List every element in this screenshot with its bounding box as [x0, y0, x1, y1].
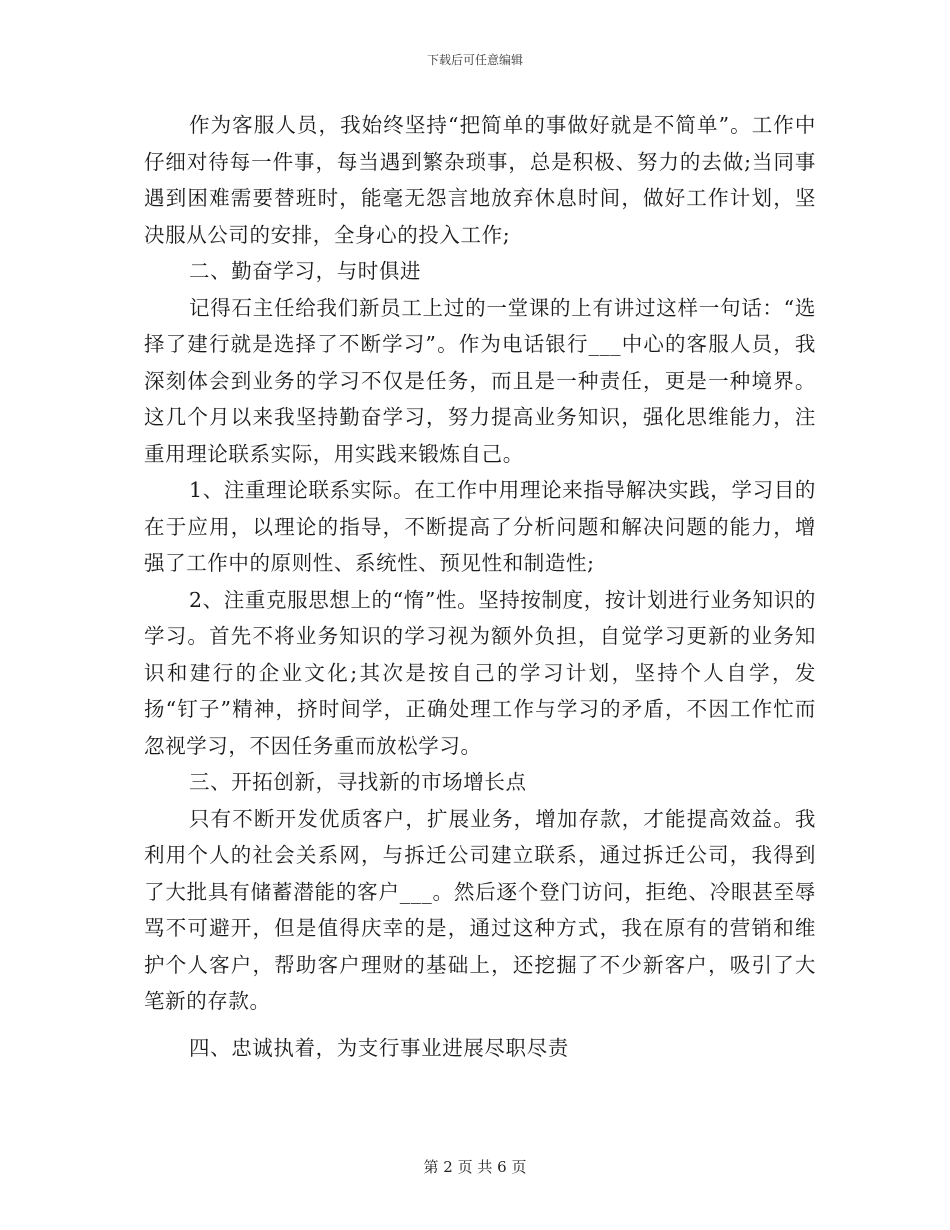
document-body: [144, 107, 816, 1066]
section-heading-study: 二、勤奋学习，与时俱进: [189, 259, 422, 283]
section-heading-loyalty: 四、忠诚执着，为支行事业进展尽职尽责: [189, 1035, 569, 1060]
paragraph-innovation: 只有不断开发优质客户，扩展业务，增加存款，才能提高效益。我利用个人的社会关系网，与拆迁公司建立联系，通过拆迁公司，我得到了大批具有储蓄潜能的客户___。然后逐个登门访问，拒绝、冷眼甚至辱骂不可避开，但是值得庆幸的是，通过这种方式，我在原有的营销和维护个人客户，帮助客户理财的基础上，还挖掘了不少新客户，吸引了大笔新的存款。: [144, 806, 816, 1013]
section-heading-innovation: 三、开拓创新，寻找新的市场增长点: [189, 770, 527, 794]
paragraph-theory-practice: 1、注重理论联系实际。在工作中用理论来指导解决实践，学习目的在于应用，以理论的指导，不断提高了分析问题和解决问题的能力，增强了工作中的原则性、系统性、预见性和制造性;: [144, 478, 816, 575]
page-number: 第 2 页 共 6 页: [423, 1158, 527, 1176]
paragraph-overcome-laziness: 2、注重克服思想上的“惰”性。坚持按制度，按计划进行业务知识的学习。首先不将业务知识的学习视为额外负担，自觉学习更新的业务知识和建行的企业文化;其次是按自己的学习计划，坚持个人自学，发扬“钉子”精神，挤时间学，正确处理工作与学习的矛盾，不因工作忙而忽视学习，不因任务重而放松学习。: [144, 587, 816, 758]
page-header-note: 下载后可任意编辑: [426, 53, 523, 67]
paragraph-study: 记得石主任给我们新员工上过的一堂课的上有讲过这样一句话：“选择了建行就是选择了不断学习”。作为电话银行___中心的客服人员，我深刻体会到业务的学习不仅是任务，而且是一种责任，更是一种境界。这几个月以来我坚持勤奋学习，努力提高业务知识，强化思维能力，注重用理论联系实际，用实践来锻炼自己。: [144, 295, 816, 466]
paragraph-customer-service: 作为客服人员，我始终坚持“把简单的事做好就是不简单”。工作中仔细对待每一件事，每当遇到繁杂琐事，总是积极、努力的去做;当同事遇到困难需要替班时，能毫无怨言地放弃休息时间，做好工作计划，坚决服从公司的安排，全身心的投入工作;: [144, 113, 816, 247]
